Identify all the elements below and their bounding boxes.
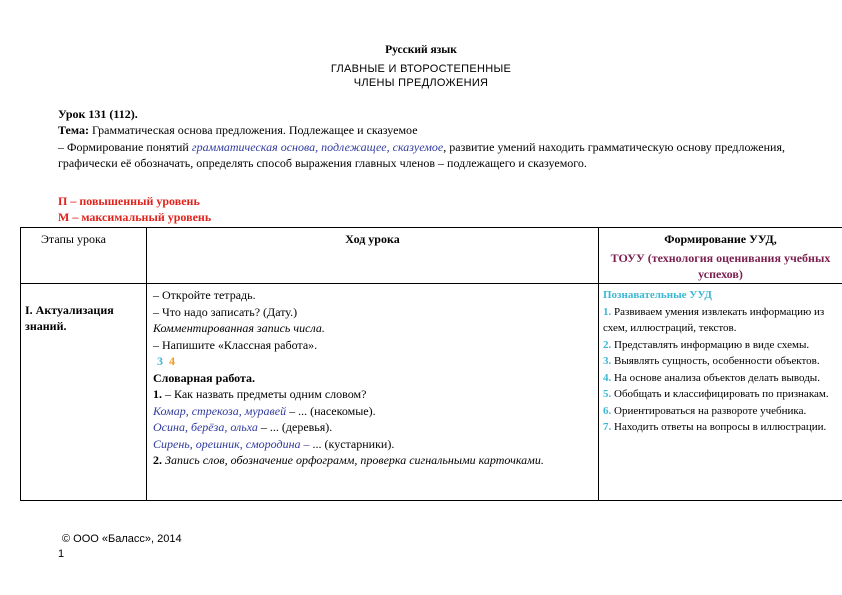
slide-numbers <box>153 353 592 370</box>
course-line <box>153 452 592 469</box>
header-uud <box>599 228 842 284</box>
course-line: – Что надо записать? (Дату.) <box>153 304 298 319</box>
item-number: 2. <box>153 453 162 467</box>
uud-cell <box>599 284 842 501</box>
course-line <box>153 386 592 403</box>
course-text: – ... (деревья). <box>257 420 333 434</box>
course-line: – Откройте тетрадь. <box>153 288 256 302</box>
uud-item-text: Находить ответы на вопросы в иллюстрации. <box>611 421 827 433</box>
uud-item-number: 7. <box>603 421 612 433</box>
header-stage: Этапы урока <box>21 228 147 284</box>
uud-item <box>603 419 839 436</box>
word-list: Комар, стрекоза, муравей <box>153 403 287 418</box>
course-text: Запись слов, обозначение орфограмм, проверка сигнальными карточками. <box>162 453 544 467</box>
course-line: – Напишите «Классная работа». <box>153 337 318 352</box>
goal-suffix: , развитие умений находить грамматическую основу предложения, графически её обозначать, определять способ выражения главных членов – подлежащего и сказуемого. <box>58 140 785 170</box>
uud-item-number: 4. <box>603 371 612 384</box>
course-line <box>153 403 592 420</box>
header-touu: ТОУУ (технология оценивания учебных успехов) <box>610 251 831 281</box>
slide-number: 4 <box>169 354 175 368</box>
uud-item-text: Ориентироваться на развороте учебника. <box>611 404 807 417</box>
course-line <box>153 419 592 436</box>
uud-item <box>603 337 839 354</box>
lesson-theme <box>58 122 785 138</box>
table-header-row <box>21 228 842 284</box>
uud-item-number: 6. <box>603 404 612 417</box>
copyright: © ООО «Баласс», 2014 <box>62 533 182 545</box>
subject-title: Русский язык <box>385 44 457 56</box>
lesson-title-line2: ЧЛЕНЫ ПРЕДЛОЖЕНИЯ <box>353 77 489 89</box>
theme-text: Грамматическая основа предложения. Подлежащее и сказуемое <box>88 123 418 137</box>
header-uud-title: Формирование УУД, <box>664 232 777 246</box>
uud-item-number: 3. <box>603 355 612 367</box>
lesson-goal <box>58 139 785 171</box>
uud-item-text: Выявлять сущность, особенности объектов. <box>611 355 820 367</box>
uud-item <box>603 386 839 403</box>
course-text: – ... (насекомые). <box>286 403 376 418</box>
uud-item-text: Обобщать и классифицировать по признакам. <box>611 388 829 400</box>
header-course: Ход урока <box>147 228 599 284</box>
uud-item <box>603 370 839 387</box>
uud-item-text: Развиваем умения извлекать информацию из схем, иллюстраций, текстов. <box>603 305 825 334</box>
slide-number: 3 <box>157 354 163 368</box>
theme-label: Тема: <box>58 123 89 137</box>
uud-item <box>603 353 839 370</box>
uud-heading: Познавательные УУД <box>603 289 712 301</box>
uud-item-text: На основе анализа объектов делать выводы. <box>611 371 820 384</box>
course-cell <box>147 284 599 501</box>
uud-item-number: 2. <box>603 338 612 351</box>
course-text: – Как назвать предметы одним словом? <box>162 387 367 401</box>
level-m: М – максимальный уровень <box>58 210 212 224</box>
table-row <box>21 284 842 501</box>
course-line: Комментированная запись числа. <box>153 321 325 335</box>
uud-item <box>603 403 839 420</box>
level-p: П – повышенный уровень <box>58 194 200 208</box>
goal-terms: грамматическая основа, подлежащее, сказуемое <box>191 140 444 154</box>
word-list: Сирень, орешник, смородина – <box>153 436 310 451</box>
uud-item-text: Представлять информацию в виде схемы. <box>611 338 810 351</box>
uud-item-number: 1. <box>603 305 612 318</box>
word-list: Осина, берёза, ольха <box>153 420 258 434</box>
lesson-number: Урок 131 (112). <box>58 107 138 121</box>
vocab-heading: Словарная работа. <box>153 370 256 385</box>
page-number: 1 <box>58 548 65 560</box>
uud-item <box>603 304 839 337</box>
item-number: 1. <box>153 387 162 401</box>
course-text: ... (кустарники). <box>309 436 395 451</box>
course-line <box>153 436 592 453</box>
lesson-title-line1: ГЛАВНЫЕ И ВТОРОСТЕПЕННЫЕ <box>330 63 512 75</box>
uud-item-number: 5. <box>603 388 612 400</box>
goal-prefix: – Формирование понятий <box>58 140 192 154</box>
stage-name: I. Актуализация знаний. <box>21 284 147 501</box>
lesson-table <box>20 227 842 501</box>
